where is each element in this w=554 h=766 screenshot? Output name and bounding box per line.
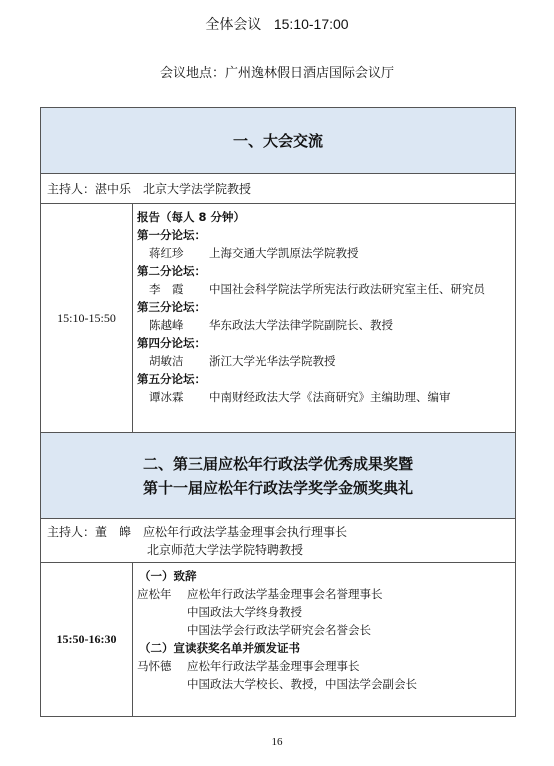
section2-heading-line2: 第十一届应松年行政法学奖学金颁奖典礼 — [143, 478, 414, 497]
section1-content — [133, 204, 516, 433]
award-presenter-title: 中国政法大学校长、教授，中国法学会副会长 — [187, 677, 417, 691]
speech-speaker-title: 中国法学会行政法学研究会名誉会长 — [187, 623, 371, 637]
speech-speaker-title: 应松年行政法学基金理事会名誉理事长 — [187, 587, 383, 601]
speaker-affiliation: 上海交通大学凯原法学院教授 — [209, 246, 359, 260]
speaker-affiliation: 华东政法大学法律学院副院长、教授 — [209, 318, 393, 332]
section2-host-line1: 主持人：董 皞 应松年行政法学基金理事会执行理事长 — [47, 524, 348, 539]
section2-heading — [41, 433, 516, 519]
forum-label: 第三分论坛： — [137, 300, 206, 314]
speech-title: （一）致辞 — [139, 569, 197, 583]
award-presenter: 马怀德 — [137, 659, 172, 673]
session-time: 15:10-17:00 — [273, 16, 349, 32]
section2-host — [41, 519, 516, 563]
award-presenter-title: 应松年行政法学基金理事会理事长 — [187, 659, 360, 673]
section1-time: 15:10-15:50 — [41, 204, 133, 433]
section1-heading: 一、大会交流 — [41, 108, 516, 174]
page-number: 16 — [271, 736, 283, 748]
speaker-name: 李 霞 — [149, 282, 184, 296]
section2-heading-line1: 二、第三届应松年行政法学优秀成果奖暨 — [143, 454, 414, 473]
speaker-affiliation: 中国社会科学院法学所宪法行政法研究室主任、研究员 — [209, 282, 485, 296]
speaker-affiliation: 中南财经政法大学《法商研究》主编助理、编审 — [209, 390, 451, 404]
forum-item — [137, 370, 515, 406]
forum-label: 第四分论坛： — [137, 336, 206, 350]
award-title: （二）宣读获奖名单并颁发证书 — [139, 641, 300, 655]
forum-label: 第一分论坛： — [137, 228, 206, 242]
speaker-name: 胡敏洁 — [149, 354, 184, 368]
session-title — [0, 14, 554, 34]
forum-label: 第二分论坛： — [137, 264, 206, 278]
speaker-name: 陈越峰 — [149, 318, 184, 332]
speaker-affiliation: 浙江大学光华法学院教授 — [209, 354, 336, 368]
agenda-table — [40, 107, 516, 717]
forum-item — [137, 226, 515, 262]
report-title: 报告（每人 8 分钟） — [137, 210, 246, 224]
venue: 会议地点：广州逸林假日酒店国际会议厅 — [159, 66, 394, 81]
forum-item — [137, 334, 515, 370]
forum-label: 第五分论坛： — [137, 372, 206, 386]
forum-item — [137, 262, 515, 298]
session-title-text: 全体会议 — [205, 17, 262, 33]
speech-speaker-title: 中国政法大学终身教授 — [187, 605, 302, 619]
speaker-name: 蒋红珍 — [149, 246, 184, 260]
section2-content — [133, 563, 516, 717]
speaker-name: 谭冰霖 — [149, 390, 184, 404]
forum-item — [137, 298, 515, 334]
section2-time: 15:50-16:30 — [41, 563, 133, 717]
section1-host: 主持人：湛中乐 北京大学法学院教授 — [41, 174, 516, 204]
section2-host-line2: 北京师范大学法学院特聘教授 — [147, 542, 304, 557]
speech-speaker: 应松年 — [137, 587, 172, 601]
